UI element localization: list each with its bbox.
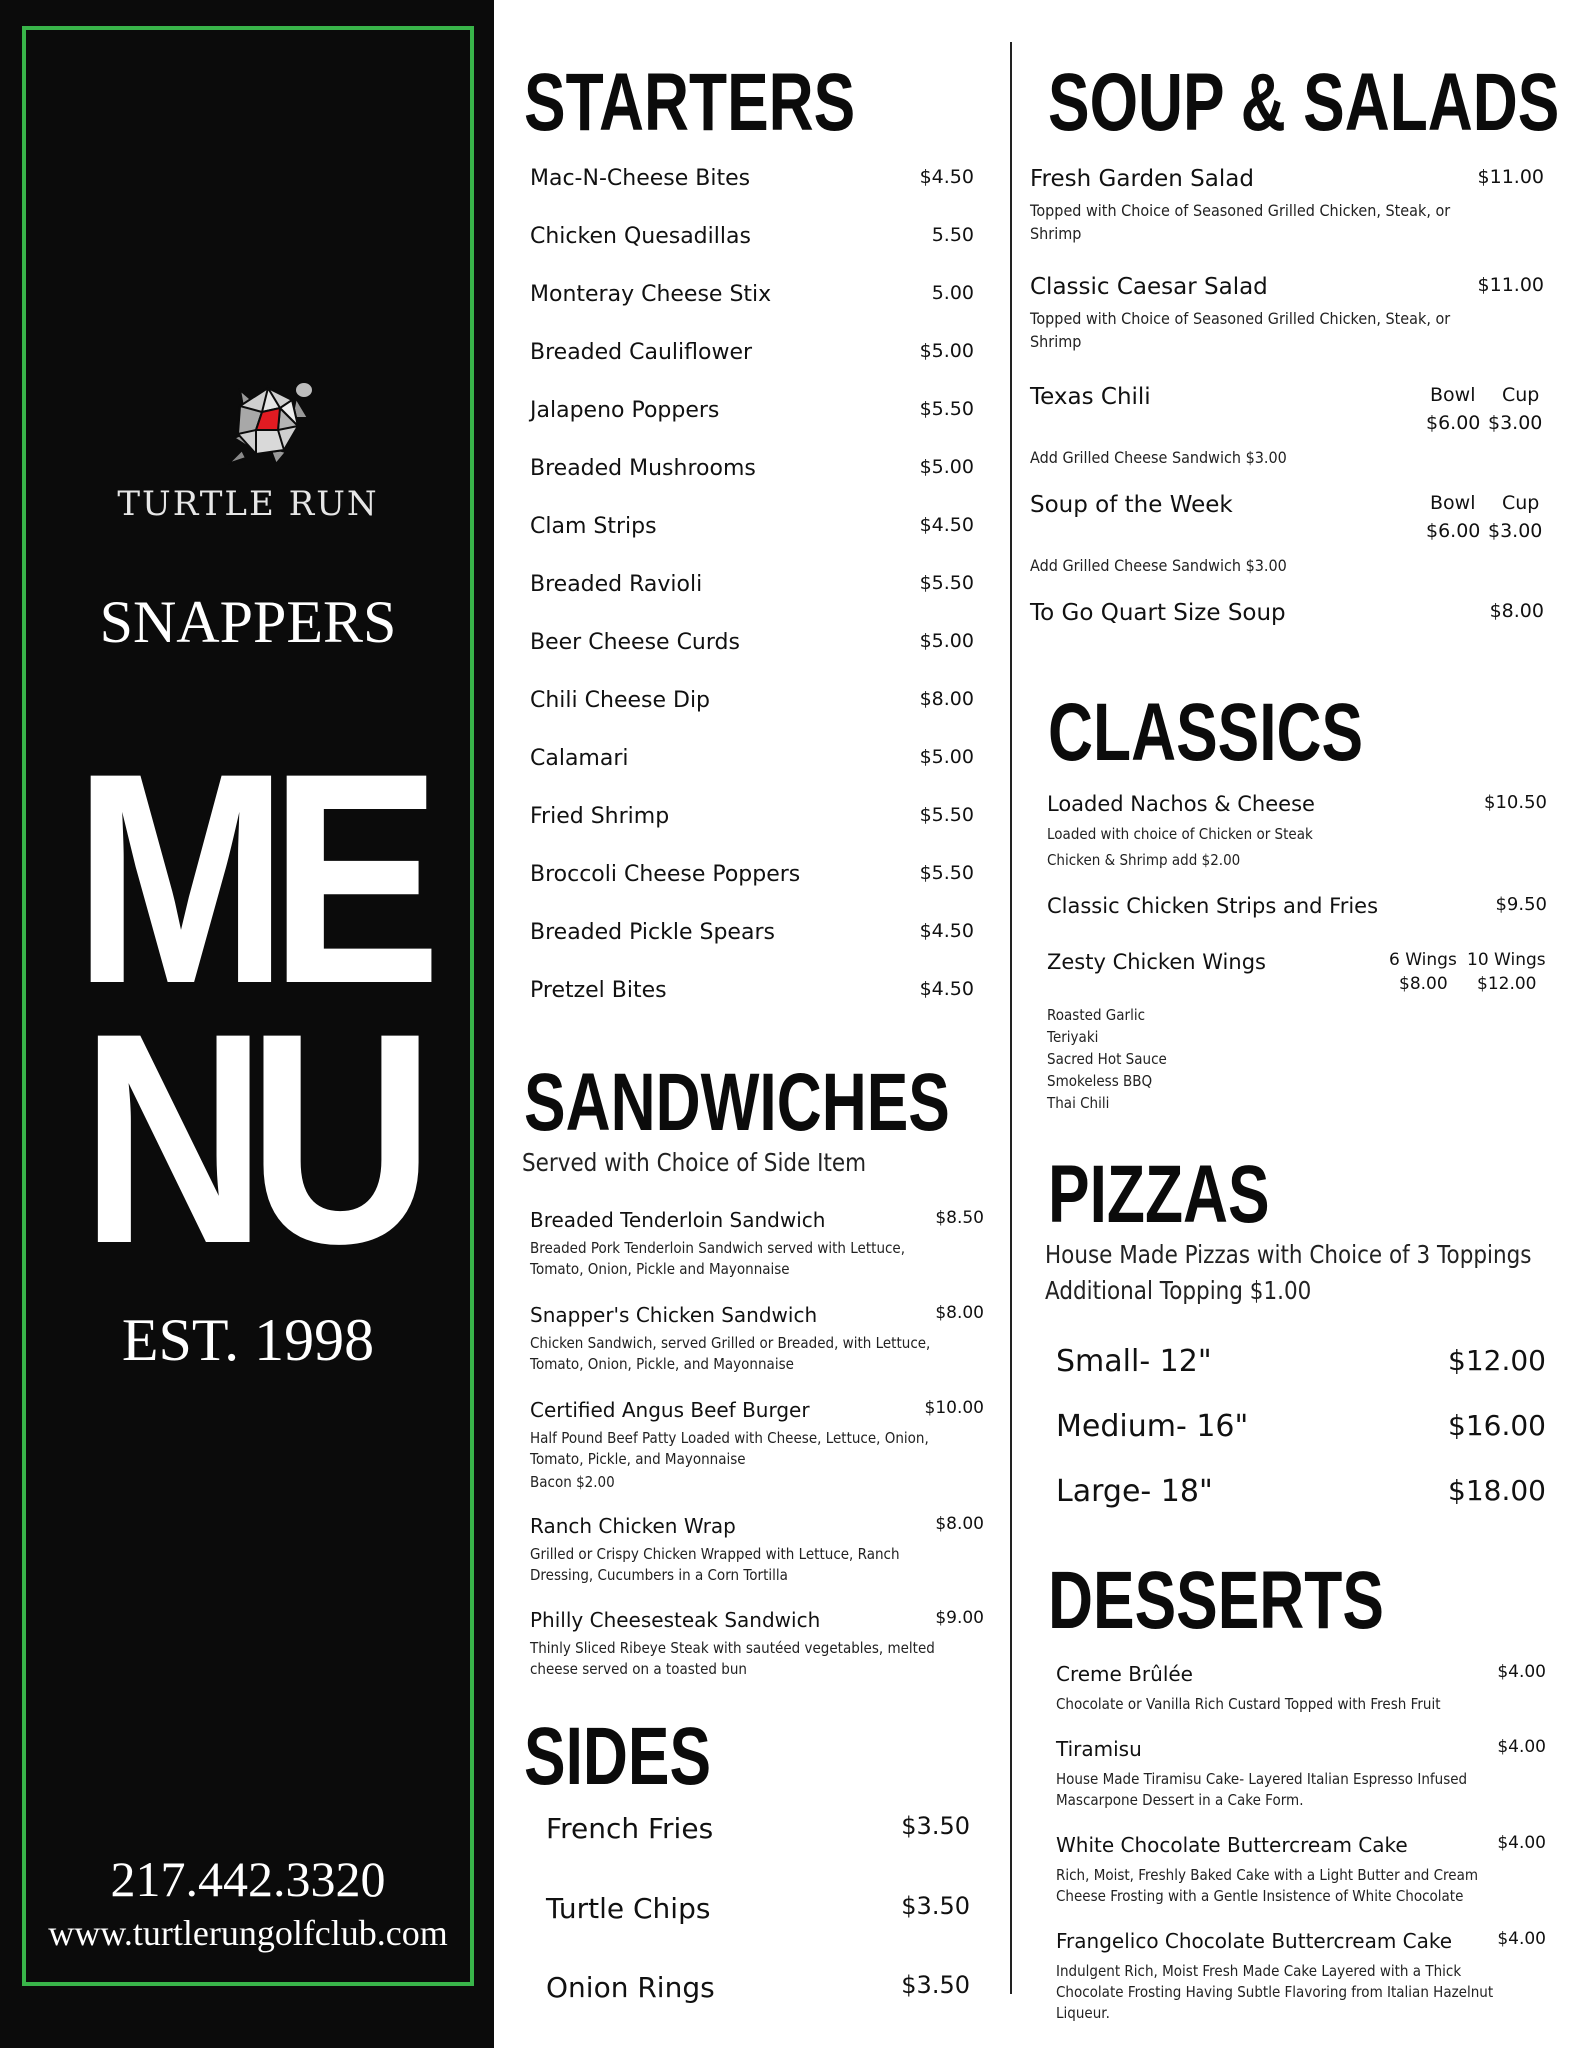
cup-label: Cup: [1502, 492, 1540, 514]
item-price: $4.00: [1497, 1662, 1546, 1682]
item-description: Chicken Sandwich, served Grilled or Breaded, with Lettuce,: [530, 1334, 931, 1352]
item-name: Beer Cheese Curds: [530, 630, 740, 655]
wing-flavor: Teriyaki: [1047, 1028, 1099, 1046]
item-name: Large- 18": [1056, 1474, 1213, 1509]
item-price: $11.00: [1477, 274, 1544, 296]
item-name: Breaded Pickle Spears: [530, 920, 775, 945]
item-description: Chocolate or Vanilla Rich Custard Topped with Fresh Fruit: [1056, 1695, 1441, 1713]
item-name: Ranch Chicken Wrap: [530, 1514, 736, 1538]
wings-10-label: 10 Wings: [1467, 950, 1546, 970]
item-name: To Go Quart Size Soup: [1030, 600, 1286, 626]
starter-item: [530, 572, 980, 602]
starter-item: [530, 630, 980, 660]
item-description: Tomato, Pickle, and Mayonnaise: [530, 1450, 746, 1468]
starter-item: [530, 804, 980, 834]
item-name: Philly Cheesesteak Sandwich: [530, 1608, 821, 1632]
menu-title-line1: ME: [73, 710, 423, 1046]
wings-6-label: 6 Wings: [1389, 950, 1457, 970]
item-name: Turtle Chips: [546, 1892, 711, 1925]
item-price: $3.50: [901, 1812, 970, 1840]
item-price: $5.50: [919, 862, 974, 884]
item-description: Liqueur.: [1056, 2004, 1110, 2022]
item-name: Chili Cheese Dip: [530, 688, 711, 713]
cup-label: Cup: [1502, 384, 1540, 406]
wing-flavor: Roasted Garlic: [1047, 1006, 1146, 1024]
item-price: $5.00: [919, 746, 974, 768]
item-name: Loaded Nachos & Cheese: [1047, 792, 1315, 816]
side-item: [546, 1892, 976, 1928]
item-name: Medium- 16": [1056, 1409, 1249, 1444]
item-name: Soup of the Week: [1030, 492, 1233, 518]
item-price: $3.50: [901, 1892, 970, 1920]
item-price: $5.50: [919, 804, 974, 826]
item-description: Tomato, Onion, Pickle, and Mayonnaise: [530, 1355, 794, 1373]
item-price: $4.00: [1497, 1833, 1546, 1853]
item-price: $5.50: [919, 572, 974, 594]
item-name: Classic Chicken Strips and Fries: [1047, 894, 1379, 918]
pizzas-subtitle: Additional Topping $1.00: [1045, 1276, 1312, 1305]
item-name: Pretzel Bites: [530, 978, 667, 1003]
item-description: Loaded with choice of Chicken or Steak: [1047, 825, 1313, 843]
cup-price: $3.00: [1488, 412, 1543, 434]
bowl-price: $6.00: [1426, 412, 1481, 434]
item-name: Creme Brûlée: [1056, 1662, 1193, 1686]
item-name: Mac-N-Cheese Bites: [530, 166, 751, 191]
starter-item: [530, 978, 980, 1008]
item-name: French Fries: [546, 1812, 714, 1845]
pizzas-subtitle: House Made Pizzas with Choice of 3 Toppings: [1045, 1240, 1532, 1269]
item-name: Chicken Quesadillas: [530, 224, 751, 249]
item-price: $8.50: [935, 1208, 984, 1228]
menu-title-line2: NU: [80, 970, 416, 1306]
sandwiches-heading: SANDWICHES: [524, 1057, 950, 1148]
item-price: $10.00: [924, 1398, 984, 1418]
item-price: $5.50: [919, 398, 974, 420]
item-name: White Chocolate Buttercream Cake: [1056, 1833, 1408, 1857]
item-note: Add Grilled Cheese Sandwich $3.00: [1030, 448, 1287, 467]
item-price: $8.00: [935, 1514, 984, 1534]
soups-heading: SOUP & SALADS: [1048, 57, 1560, 148]
item-name: Jalapeno Poppers: [530, 398, 720, 423]
starter-item: [530, 746, 980, 776]
item-description: House Made Tiramisu Cake- Layered Italian Espresso Infused: [1056, 1770, 1468, 1788]
item-name: Breaded Cauliflower: [530, 340, 753, 365]
pizza-item: [1056, 1344, 1546, 1384]
item-price: $4.00: [1497, 1737, 1546, 1757]
item-description: Breaded Pork Tenderloin Sandwich served with Lettuce,: [530, 1239, 906, 1257]
starter-item: [530, 166, 980, 196]
item-price: $9.00: [935, 1608, 984, 1628]
restaurant-name: SNAPPERS: [99, 589, 397, 655]
sides-heading: SIDES: [524, 1711, 712, 1802]
item-price: $16.00: [1448, 1409, 1546, 1442]
item-name: Certified Angus Beef Burger: [530, 1398, 810, 1422]
item-description: Shrimp: [1030, 332, 1082, 351]
pizza-item: [1056, 1409, 1546, 1449]
item-description: Tomato, Onion, Pickle and Mayonnaise: [530, 1260, 790, 1278]
item-name: Fresh Garden Salad: [1030, 166, 1254, 192]
item-description: Topped with Choice of Seasoned Grilled Chicken, Steak, or: [1030, 309, 1451, 328]
item-description: Chocolate Frosting Having Subtle Flavoring from Italian Hazelnut: [1056, 1983, 1494, 2001]
item-note: Add Grilled Cheese Sandwich $3.00: [1030, 556, 1287, 575]
item-description: cheese served on a toasted bun: [530, 1660, 747, 1678]
item-name: Texas Chili: [1030, 384, 1151, 410]
item-price: $5.00: [919, 456, 974, 478]
starter-item: [530, 398, 980, 428]
desserts-heading: DESSERTS: [1048, 1555, 1384, 1646]
item-price: $5.00: [919, 340, 974, 362]
website-link[interactable]: www.turtlerungolfclub.com: [48, 1913, 448, 1953]
wings-10-price: $12.00: [1477, 974, 1537, 994]
established-year: EST. 1998: [121, 1307, 375, 1373]
starter-item: [530, 456, 980, 486]
wings-6-price: $8.00: [1399, 974, 1448, 994]
starter-item: [530, 688, 980, 718]
phone-number: 217.442.3320: [110, 1851, 386, 1907]
item-description: Thinly Sliced Ribeye Steak with sautéed vegetables, melted: [530, 1639, 935, 1657]
bowl-price: $6.00: [1426, 520, 1481, 542]
item-name: Broccoli Cheese Poppers: [530, 862, 801, 887]
item-name: Monteray Cheese Stix: [530, 282, 772, 307]
item-name: Classic Caesar Salad: [1030, 274, 1268, 300]
wing-flavor: Thai Chili: [1047, 1094, 1110, 1112]
item-description: Indulgent Rich, Moist Fresh Made Cake Layered with a Thick: [1056, 1962, 1462, 1980]
wing-flavor: Smokeless BBQ: [1047, 1072, 1153, 1090]
item-name: Frangelico Chocolate Buttercream Cake: [1056, 1929, 1453, 1953]
item-name: Fried Shrimp: [530, 804, 670, 829]
item-name: Onion Rings: [546, 1971, 715, 2004]
item-price: $3.50: [901, 1971, 970, 1999]
item-name: Small- 12": [1056, 1344, 1212, 1379]
bowl-label: Bowl: [1430, 492, 1476, 514]
item-price: $11.00: [1477, 166, 1544, 188]
item-description: Cheese Frosting with a Gentle Insistence of White Chocolate: [1056, 1887, 1464, 1905]
item-description: Half Pound Beef Patty Loaded with Cheese, Lettuce, Onion,: [530, 1429, 929, 1447]
item-description: Topped with Choice of Seasoned Grilled Chicken, Steak, or: [1030, 201, 1451, 220]
bowl-label: Bowl: [1430, 384, 1476, 406]
item-price: $18.00: [1448, 1474, 1546, 1507]
item-price: $4.50: [919, 978, 974, 1000]
item-name: Breaded Mushrooms: [530, 456, 756, 481]
cup-price: $3.00: [1488, 520, 1543, 542]
side-item: [546, 1812, 976, 1848]
item-price: $12.00: [1448, 1344, 1546, 1377]
item-name: Breaded Tenderloin Sandwich: [530, 1208, 826, 1232]
starter-item: [530, 224, 980, 254]
pizza-item: [1056, 1474, 1546, 1514]
item-price: $10.50: [1484, 792, 1547, 813]
pizzas-heading: PIZZAS: [1048, 1149, 1270, 1240]
item-description: Dressing, Cucumbers in a Corn Tortilla: [530, 1566, 788, 1584]
side-item: [546, 1971, 976, 2007]
wing-flavor: Sacred Hot Sauce: [1047, 1050, 1167, 1068]
item-price: $4.50: [919, 166, 974, 188]
item-name: Zesty Chicken Wings: [1047, 950, 1266, 974]
item-price: 5.50: [931, 224, 974, 246]
item-price: $4.50: [919, 514, 974, 536]
starters-heading: STARTERS: [524, 57, 856, 148]
item-description: Mascarpone Dessert in a Cake Form.: [1056, 1791, 1304, 1809]
brand-name: TURTLE RUN: [117, 484, 379, 524]
starter-item: [530, 514, 980, 544]
turtle-logo-icon: [216, 368, 320, 472]
starter-item: [530, 340, 980, 370]
item-description: Bacon $2.00: [530, 1473, 615, 1491]
item-price: $9.50: [1495, 894, 1547, 915]
item-price: $8.00: [1489, 600, 1544, 622]
item-name: Tiramisu: [1056, 1737, 1142, 1761]
column-divider: [1010, 42, 1012, 1994]
item-description: Chicken & Shrimp add $2.00: [1047, 851, 1241, 869]
item-price: $5.00: [919, 630, 974, 652]
item-name: Clam Strips: [530, 514, 657, 539]
classics-heading: CLASSICS: [1048, 687, 1364, 778]
item-name: Snapper's Chicken Sandwich: [530, 1303, 818, 1327]
item-description: Shrimp: [1030, 224, 1082, 243]
starter-item: [530, 862, 980, 892]
item-description: Grilled or Crispy Chicken Wrapped with Lettuce, Ranch: [530, 1545, 900, 1563]
item-price: $4.50: [919, 920, 974, 942]
item-name: Breaded Ravioli: [530, 572, 703, 597]
starter-item: [530, 920, 980, 950]
item-description: Rich, Moist, Freshly Baked Cake with a Light Butter and Cream: [1056, 1866, 1479, 1884]
sandwiches-subtitle: Served with Choice of Side Item: [522, 1148, 867, 1177]
item-price: $8.00: [919, 688, 974, 710]
starter-item: [530, 282, 980, 312]
item-price: $4.00: [1497, 1929, 1546, 1949]
item-name: Calamari: [530, 746, 629, 771]
item-price: 5.00: [931, 282, 974, 304]
item-price: $8.00: [935, 1303, 984, 1323]
left-panel: [0, 0, 494, 2048]
